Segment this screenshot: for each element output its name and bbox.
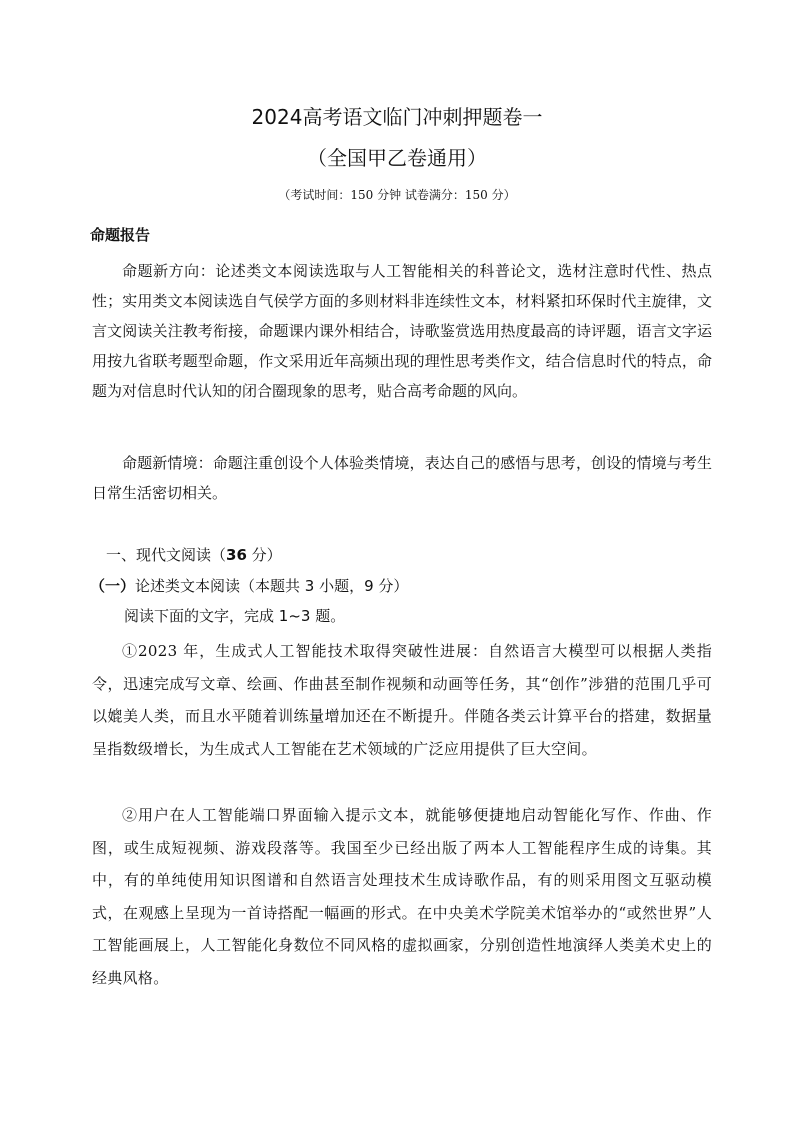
exam-info: （考试时间：150 分钟 试卷满分：150 分） [278, 188, 516, 202]
subsection-number: （一） [90, 577, 136, 595]
reading-instruction: 阅读下面的文字，完成 1~3 题。 [124, 607, 346, 625]
article-paragraph-2: ②用户在人工智能端口界面输入提示文本，就能够便捷地启动智能化写作、作曲、作图，或生成短视频、游戏段落等。我国至少已经出版了两本人工智能程序生成的诗集。其中，有的单纯使用知识图谱和自然语言处理技术生成诗歌作品，有的则采用图文互驱动模式，在观感上呈现为一首诗搭配一幅画的形式。在中央美术学院美术馆举办的“或然世界”人工智能画展上，人工智能化身数位不同风格的虚拟画家，分别创造性地演绎人类美术史上的经典风格。 [92, 806, 712, 987]
section-heading-prefix: 一、现代文阅读（ [106, 546, 227, 564]
page-title: 2024高考语文临门冲刺押题卷一 [251, 105, 543, 129]
subsection-text: 论述类文本阅读（本题共 3 小题，9 分） [135, 577, 409, 595]
section-heading [106, 544, 282, 566]
report-paragraph-direction: 命题新方向：论述类文本阅读选取与人工智能相关的科普论文，选材注意时代性、热点性；实用类文本阅读选自气侯学方面的多则材料非连续性文本，材料紧扣环保时代主旋律，文言文阅读关注教考衔接，命题课内课外相结合，诗歌鉴赏选用热度最高的诗评题，语言文字运用按九省联考题型命题，作文采用近年高频出现的理性思考类作文，结合信息时代的特点，命题为对信息时代认知的闭合圈现象的思考，贴合高考命题的风向。 [92, 262, 712, 400]
subsection-heading [90, 575, 408, 597]
page-subtitle: （全国甲乙卷通用） [307, 146, 487, 170]
report-paragraph-context: 命题新情境：命题注重创设个人体验类情境，表达自己的感悟与思考，创设的情境与考生日常生活密切相关。 [92, 454, 712, 502]
article-paragraph-1: ①2023 年，生成式人工智能技术取得突破性进展：自然语言大模型可以根据人类指令，迅速完成写文章、绘画、作曲甚至制作视频和动画等任务，其“创作”涉猎的范围几乎可以媲美人类，而且水平随着训练量增加还在不断提升。伴随各类云计算平台的搭建，数据量呈指数级增长，为生成式人工智能在艺术领域的广泛应用提供了巨大空间。 [92, 642, 712, 758]
report-heading: 命题报告 [90, 226, 151, 244]
section-heading-suffix: 分） [246, 546, 282, 564]
section-heading-score: 36 [226, 546, 247, 564]
